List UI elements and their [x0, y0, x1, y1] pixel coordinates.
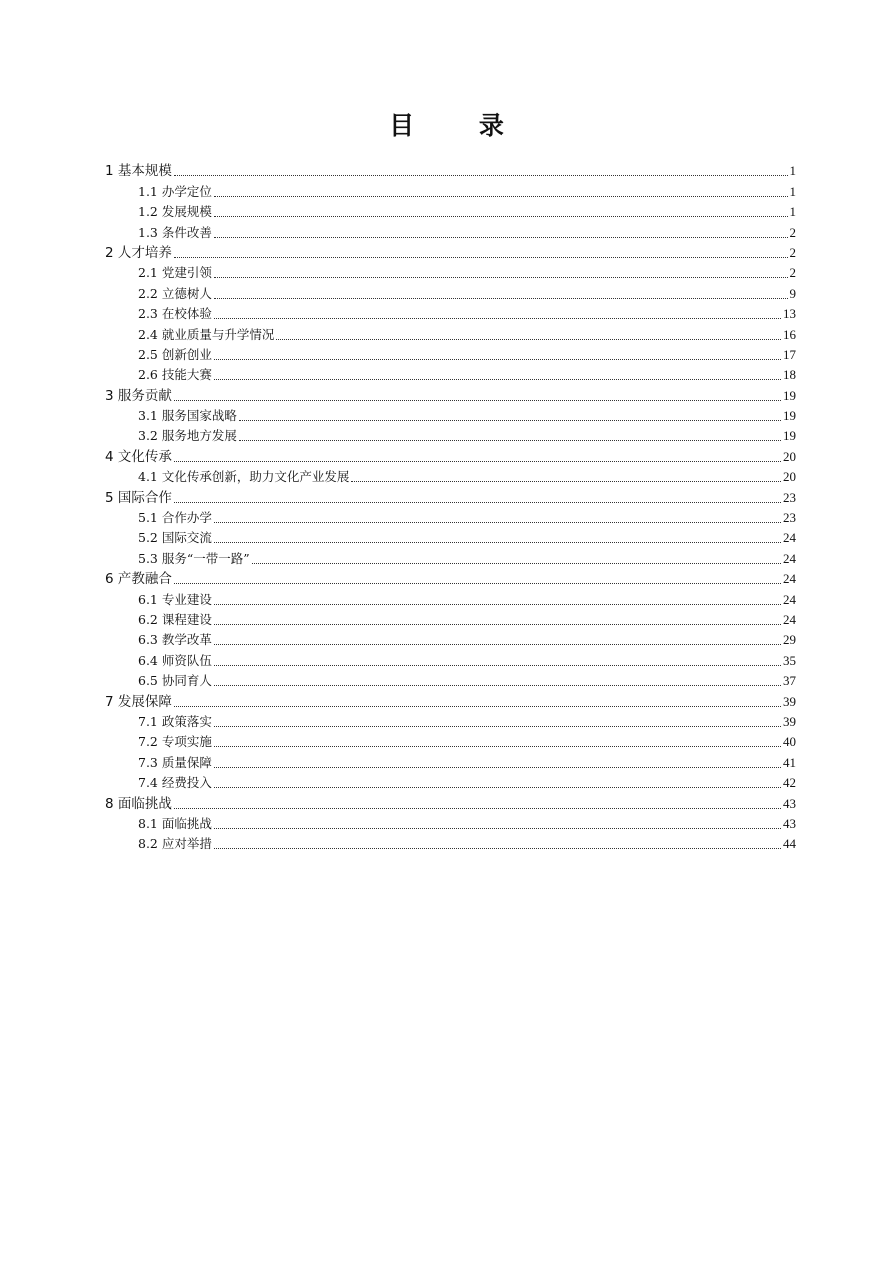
toc-page-number: 20 — [783, 448, 796, 464]
toc-dot-leader — [214, 684, 781, 686]
toc-entry-label: 7.3 质量保障 — [138, 754, 212, 770]
toc-page-number: 24 — [783, 550, 796, 566]
toc-entry-label: 1.2 发展规模 — [138, 204, 212, 220]
toc-page-number: 19 — [783, 408, 796, 424]
toc-section-entry[interactable] — [105, 751, 796, 771]
toc-chapter-entry[interactable] — [105, 568, 796, 588]
toc-section-entry[interactable] — [105, 201, 796, 221]
toc-dot-leader — [252, 562, 781, 564]
toc-entry-label: 1.1 办学定位 — [138, 183, 212, 199]
toc-entry-label: 1.3 条件改善 — [138, 224, 212, 240]
toc-dot-leader — [174, 399, 781, 401]
toc-page-number: 17 — [783, 346, 796, 362]
toc-entry-label: 3.2 服务地方发展 — [138, 428, 237, 444]
toc-dot-leader — [214, 664, 781, 666]
toc-entry-label: 7.4 经费投入 — [138, 775, 212, 791]
toc-page-number: 24 — [783, 591, 796, 607]
toc-section-entry[interactable] — [105, 425, 796, 445]
toc-section-entry[interactable] — [105, 405, 796, 425]
toc-entry-label: 8 面临挑战 — [105, 795, 172, 812]
toc-entry-label: 4.1 文化传承创新，助力文化产业发展 — [138, 469, 350, 485]
toc-page-number: 41 — [783, 754, 796, 770]
toc-chapter-entry[interactable] — [105, 486, 796, 506]
toc-entry-label: 3.1 服务国家战略 — [138, 408, 237, 424]
toc-entry-label: 5.1 合作办学 — [138, 510, 212, 526]
toc-page-number: 2 — [789, 265, 796, 281]
toc-page-number: 35 — [783, 652, 796, 668]
toc-page-number: 43 — [783, 815, 796, 831]
toc-page-number: 42 — [783, 775, 796, 791]
toc-entry-label: 2.3 在校体验 — [138, 306, 212, 322]
toc-dot-leader — [174, 256, 788, 258]
toc-dot-leader — [174, 582, 781, 584]
toc-entry-label: 5.2 国际交流 — [138, 530, 212, 546]
toc-dot-leader — [214, 847, 781, 849]
toc-section-entry[interactable] — [105, 649, 796, 669]
toc-chapter-entry[interactable] — [105, 445, 796, 465]
toc-entry-label: 6.5 协同育人 — [138, 673, 212, 689]
toc-entry-label: 6.2 课程建设 — [138, 611, 212, 627]
toc-dot-leader — [214, 766, 781, 768]
toc-entry-label: 2.5 创新创业 — [138, 346, 212, 362]
toc-entry-label: 6.1 专业建设 — [138, 591, 212, 607]
toc-entry-label: 3 服务贡献 — [105, 387, 172, 404]
toc-dot-leader — [214, 643, 781, 645]
toc-section-entry[interactable] — [105, 772, 796, 792]
toc-page-number: 2 — [789, 244, 796, 260]
toc-section-entry[interactable] — [105, 527, 796, 547]
toc-dot-leader — [351, 480, 781, 482]
toc-page-number: 1 — [789, 163, 796, 179]
toc-entry-label: 8.2 应对举措 — [138, 836, 212, 852]
toc-page-number: 19 — [783, 428, 796, 444]
toc-dot-leader — [214, 603, 781, 605]
toc-dot-leader — [239, 439, 781, 441]
toc-dot-leader — [214, 521, 781, 523]
toc-section-entry[interactable] — [105, 364, 796, 384]
toc-page-number: 24 — [783, 571, 796, 587]
toc-page-number: 19 — [783, 387, 796, 403]
toc-entry-label: 7.2 专项实施 — [138, 734, 212, 750]
toc-entry-label: 6.3 教学改革 — [138, 632, 212, 648]
toc-page-number: 2 — [789, 224, 796, 240]
toc-entry-label: 8.1 面临挑战 — [138, 815, 212, 831]
toc-section-entry[interactable] — [105, 507, 796, 527]
toc-page-number: 9 — [789, 285, 796, 301]
toc-section-entry[interactable] — [105, 282, 796, 302]
toc-page-number: 39 — [783, 693, 796, 709]
toc-page-number: 43 — [783, 795, 796, 811]
toc-dot-leader — [214, 276, 788, 278]
toc-section-entry[interactable] — [105, 731, 796, 751]
toc-dot-leader — [239, 419, 781, 421]
toc-dot-leader — [214, 215, 788, 217]
toc-dot-leader — [214, 297, 788, 299]
toc-entry-label: 5 国际合作 — [105, 489, 172, 506]
toc-page-number: 1 — [789, 204, 796, 220]
toc-entry-label: 2.1 党建引领 — [138, 265, 212, 281]
toc-entry-label: 4 文化传承 — [105, 448, 172, 465]
toc-section-entry[interactable] — [105, 466, 796, 486]
toc-dot-leader — [276, 338, 781, 340]
toc-entry-label: 2.6 技能大赛 — [138, 367, 212, 383]
toc-dot-leader — [214, 358, 781, 360]
toc-entry-label: 7 发展保障 — [105, 693, 172, 710]
toc-page-number: 37 — [783, 673, 796, 689]
toc-dot-leader — [214, 378, 781, 380]
table-of-contents — [105, 160, 796, 853]
toc-page-number: 39 — [783, 713, 796, 729]
toc-entry-label: 7.1 政策落实 — [138, 713, 212, 729]
toc-dot-leader — [214, 541, 781, 543]
toc-dot-leader — [214, 827, 781, 829]
toc-chapter-entry[interactable] — [105, 160, 796, 180]
toc-page-number: 29 — [783, 632, 796, 648]
toc-section-entry[interactable] — [105, 323, 796, 343]
toc-page-number: 16 — [783, 326, 796, 342]
toc-section-entry[interactable] — [105, 303, 796, 323]
toc-page-number: 20 — [783, 469, 796, 485]
toc-dot-leader — [174, 460, 781, 462]
toc-dot-leader — [174, 501, 781, 503]
toc-entry-label: 1 基本规模 — [105, 163, 172, 180]
toc-entry-label: 6 产教融合 — [105, 571, 172, 588]
toc-dot-leader — [174, 807, 781, 809]
toc-entry-label: 2 人才培养 — [105, 244, 172, 261]
toc-page-number: 18 — [783, 367, 796, 383]
toc-entry-label: 2.2 立德树人 — [138, 285, 212, 301]
toc-page-number: 13 — [783, 306, 796, 322]
toc-entry-label: 5.3 服务“一带一路” — [138, 550, 250, 566]
toc-page-number: 23 — [783, 510, 796, 526]
toc-dot-leader — [174, 174, 788, 176]
toc-page-number: 40 — [783, 734, 796, 750]
toc-section-entry[interactable] — [105, 262, 796, 282]
toc-section-entry[interactable] — [105, 344, 796, 364]
toc-section-entry[interactable] — [105, 833, 796, 853]
toc-page-number: 24 — [783, 611, 796, 627]
toc-chapter-entry[interactable] — [105, 690, 796, 710]
toc-section-entry[interactable] — [105, 588, 796, 608]
toc-section-entry[interactable] — [105, 221, 796, 241]
toc-page-number: 23 — [783, 489, 796, 505]
toc-section-entry[interactable] — [105, 180, 796, 200]
toc-section-entry[interactable] — [105, 670, 796, 690]
toc-dot-leader — [214, 725, 781, 727]
toc-dot-leader — [214, 317, 781, 319]
toc-page-number: 1 — [789, 183, 796, 199]
toc-dot-leader — [214, 786, 781, 788]
page-title: 目 录 — [389, 111, 532, 140]
toc-dot-leader — [214, 195, 788, 197]
toc-chapter-entry[interactable] — [105, 242, 796, 262]
toc-entry-label: 6.4 师资队伍 — [138, 652, 212, 668]
toc-dot-leader — [214, 236, 788, 238]
toc-page-number: 44 — [783, 836, 796, 852]
toc-section-entry[interactable] — [105, 813, 796, 833]
toc-dot-leader — [214, 745, 781, 747]
toc-entry-label: 2.4 就业质量与升学情况 — [138, 326, 275, 342]
toc-chapter-entry[interactable] — [105, 792, 796, 812]
toc-section-entry[interactable] — [105, 609, 796, 629]
toc-section-entry[interactable] — [105, 547, 796, 567]
toc-section-entry[interactable] — [105, 711, 796, 731]
toc-dot-leader — [214, 623, 781, 625]
toc-section-entry[interactable] — [105, 629, 796, 649]
toc-dot-leader — [174, 705, 781, 707]
toc-page-number: 24 — [783, 530, 796, 546]
toc-chapter-entry[interactable] — [105, 384, 796, 404]
